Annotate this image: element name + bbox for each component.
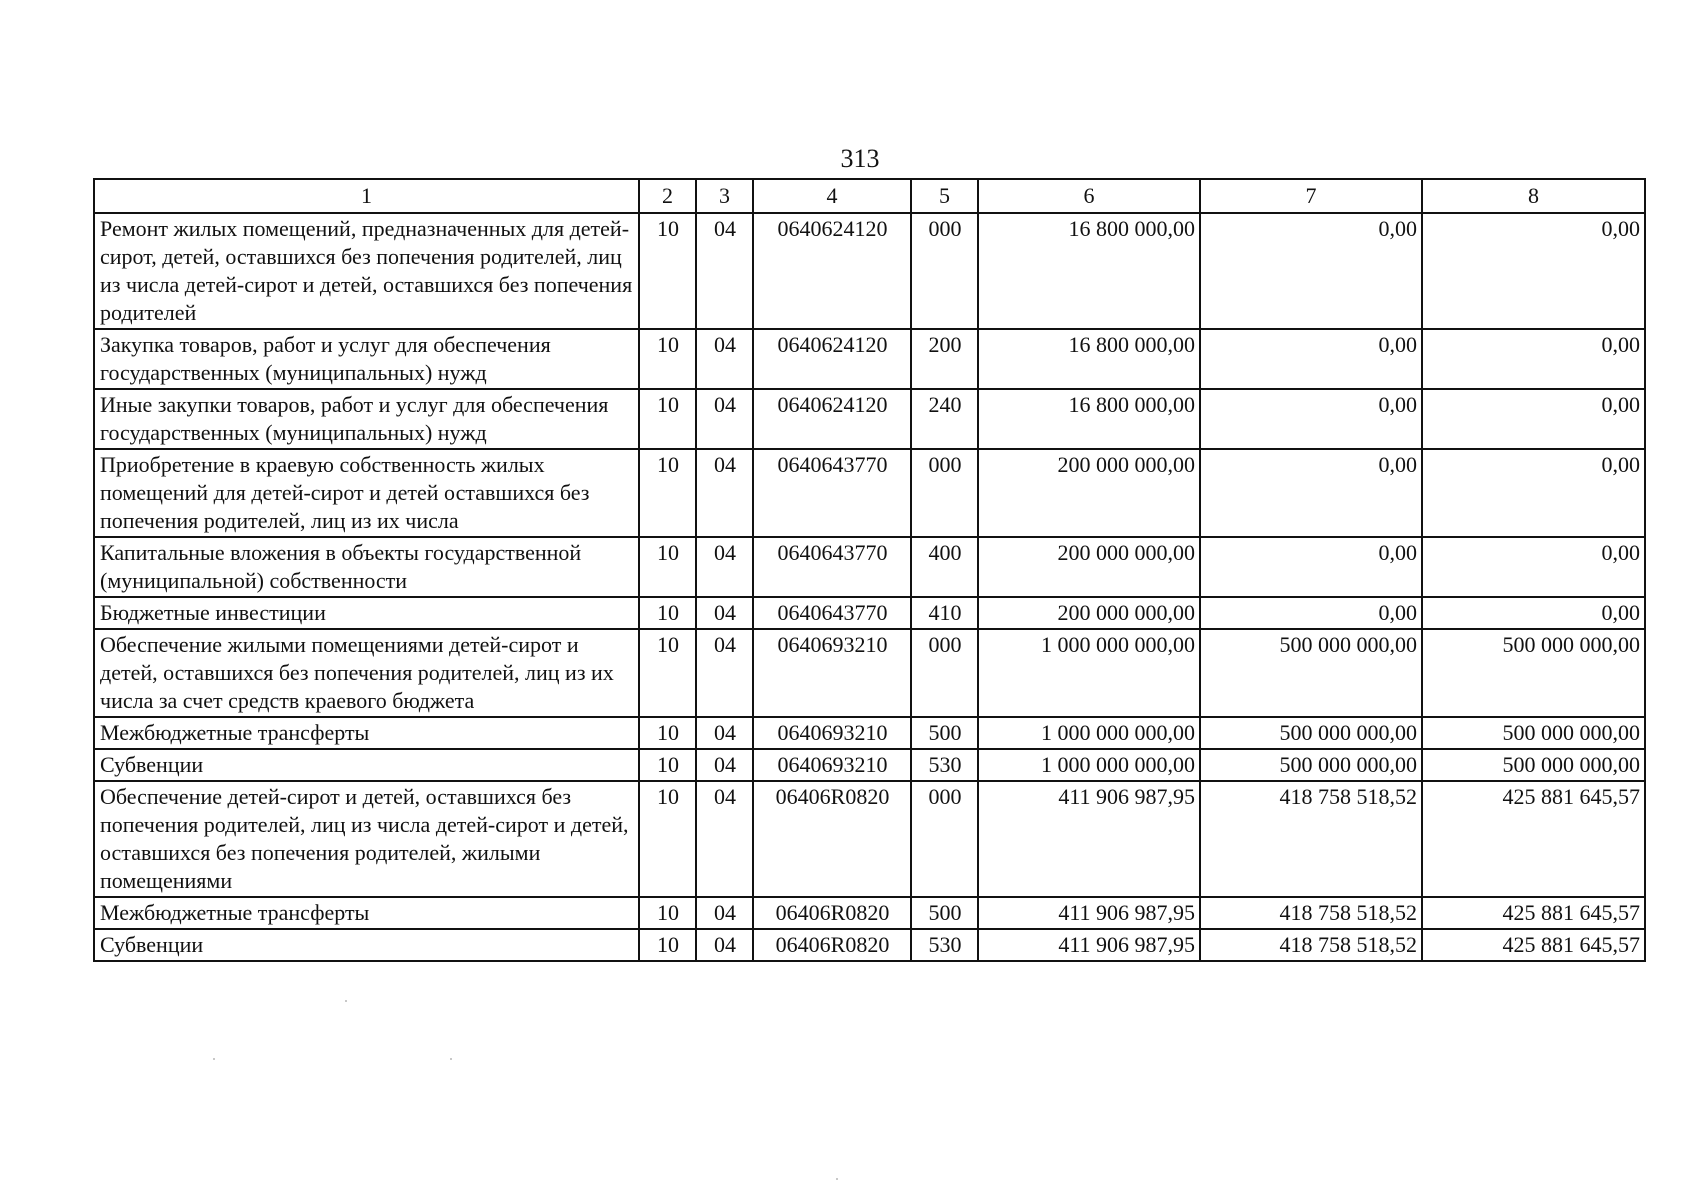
row-amount-6: 16 800 000,00: [978, 329, 1200, 389]
row-amount-8: 0,00: [1422, 537, 1645, 597]
row-name: Закупка товаров, работ и услуг для обеспечения государственных (муниципальных) нужд: [94, 329, 639, 389]
row-name: Межбюджетные трансферты: [94, 897, 639, 929]
row-amount-8: 500 000 000,00: [1422, 717, 1645, 749]
row-subsection: 04: [696, 629, 753, 717]
header-cell-8: 8: [1422, 179, 1645, 213]
row-section: 10: [639, 537, 696, 597]
row-amount-7: 0,00: [1200, 449, 1422, 537]
row-subsection: 04: [696, 449, 753, 537]
row-amount-6: 200 000 000,00: [978, 597, 1200, 629]
row-amount-7: 418 758 518,52: [1200, 781, 1422, 897]
row-expense-type: 500: [911, 717, 978, 749]
row-name: Субвенции: [94, 749, 639, 781]
row-amount-7: 0,00: [1200, 597, 1422, 629]
row-section: 10: [639, 749, 696, 781]
row-target-article: 0640624120: [753, 329, 911, 389]
row-expense-type: 410: [911, 597, 978, 629]
row-expense-type: 000: [911, 629, 978, 717]
row-amount-7: 500 000 000,00: [1200, 629, 1422, 717]
row-name: Субвенции: [94, 929, 639, 961]
row-target-article: 0640693210: [753, 629, 911, 717]
row-name: Межбюджетные трансферты: [94, 717, 639, 749]
row-amount-6: 1 000 000 000,00: [978, 717, 1200, 749]
row-section: 10: [639, 449, 696, 537]
row-expense-type: 000: [911, 449, 978, 537]
row-name: Обеспечение детей-сирот и детей, оставшихся без попечения родителей, лиц из числа детей-сирот и детей, оставшихся без попечения родителей, жилыми помещениями: [94, 781, 639, 897]
table-row: [94, 749, 1645, 781]
budget-table: [93, 178, 1646, 962]
header-cell-4: 4: [753, 179, 911, 213]
row-subsection: 04: [696, 537, 753, 597]
row-amount-6: 16 800 000,00: [978, 389, 1200, 449]
row-target-article: 0640624120: [753, 389, 911, 449]
row-expense-type: 500: [911, 897, 978, 929]
row-amount-7: 0,00: [1200, 537, 1422, 597]
row-amount-6: 1 000 000 000,00: [978, 749, 1200, 781]
table-row: [94, 597, 1645, 629]
row-subsection: 04: [696, 597, 753, 629]
row-amount-6: 1 000 000 000,00: [978, 629, 1200, 717]
row-subsection: 04: [696, 929, 753, 961]
table-row: [94, 929, 1645, 961]
row-section: 10: [639, 629, 696, 717]
page-number: 313: [840, 144, 880, 173]
row-expense-type: 530: [911, 929, 978, 961]
table-row: [94, 781, 1645, 897]
row-section: 10: [639, 389, 696, 449]
table-row: [94, 389, 1645, 449]
row-expense-type: 240: [911, 389, 978, 449]
row-expense-type: 000: [911, 213, 978, 329]
row-amount-8: 425 881 645,57: [1422, 897, 1645, 929]
header-cell-1: 1: [94, 179, 639, 213]
row-name: Приобретение в краевую собственность жилых помещений для детей-сирот и детей оставшихся без попечения родителей, лиц из их числа: [94, 449, 639, 537]
row-amount-8: 0,00: [1422, 597, 1645, 629]
row-amount-7: 500 000 000,00: [1200, 749, 1422, 781]
row-subsection: 04: [696, 389, 753, 449]
table-row: [94, 629, 1645, 717]
row-name: Обеспечение жилыми помещениями детей-сирот и детей, оставшихся без попечения родителей, лиц из их числа за счет средств краевого бюджета: [94, 629, 639, 717]
row-amount-8: 0,00: [1422, 389, 1645, 449]
row-expense-type: 530: [911, 749, 978, 781]
table-row: [94, 449, 1645, 537]
row-amount-7: 418 758 518,52: [1200, 929, 1422, 961]
row-amount-7: 0,00: [1200, 389, 1422, 449]
row-amount-6: 411 906 987,95: [978, 897, 1200, 929]
row-amount-8: 0,00: [1422, 329, 1645, 389]
row-amount-7: 0,00: [1200, 213, 1422, 329]
header-cell-5: 5: [911, 179, 978, 213]
row-amount-7: 418 758 518,52: [1200, 897, 1422, 929]
table-row: [94, 897, 1645, 929]
row-amount-8: 500 000 000,00: [1422, 629, 1645, 717]
scan-speck: [836, 1178, 838, 1180]
row-section: 10: [639, 897, 696, 929]
row-amount-7: 500 000 000,00: [1200, 717, 1422, 749]
header-cell-3: 3: [696, 179, 753, 213]
row-subsection: 04: [696, 897, 753, 929]
table-body: [94, 213, 1645, 961]
row-amount-8: 0,00: [1422, 449, 1645, 537]
row-expense-type: 200: [911, 329, 978, 389]
table-row: [94, 329, 1645, 389]
row-subsection: 04: [696, 717, 753, 749]
table-row: [94, 537, 1645, 597]
row-name: Бюджетные инвестиции: [94, 597, 639, 629]
row-expense-type: 000: [911, 781, 978, 897]
table-row: [94, 717, 1645, 749]
row-target-article: 0640643770: [753, 537, 911, 597]
row-section: 10: [639, 597, 696, 629]
header-cell-2: 2: [639, 179, 696, 213]
row-target-article: 06406R0820: [753, 929, 911, 961]
scan-speck: [450, 1058, 452, 1060]
scan-speck: [213, 1058, 215, 1060]
row-section: 10: [639, 929, 696, 961]
row-subsection: 04: [696, 329, 753, 389]
header-cell-7: 7: [1200, 179, 1422, 213]
row-amount-6: 200 000 000,00: [978, 449, 1200, 537]
row-target-article: 0640693210: [753, 717, 911, 749]
row-amount-8: 500 000 000,00: [1422, 749, 1645, 781]
row-section: 10: [639, 213, 696, 329]
row-target-article: 06406R0820: [753, 897, 911, 929]
row-amount-8: 425 881 645,57: [1422, 781, 1645, 897]
row-target-article: 06406R0820: [753, 781, 911, 897]
row-amount-8: 425 881 645,57: [1422, 929, 1645, 961]
row-subsection: 04: [696, 749, 753, 781]
row-subsection: 04: [696, 781, 753, 897]
row-name: Ремонт жилых помещений, предназначенных для детей-сирот, детей, оставшихся без попечения родителей, лиц из числа детей-сирот и детей, оставшихся без попечения родителей: [94, 213, 639, 329]
row-amount-8: 0,00: [1422, 213, 1645, 329]
row-section: 10: [639, 717, 696, 749]
header-cell-6: 6: [978, 179, 1200, 213]
row-amount-6: 200 000 000,00: [978, 537, 1200, 597]
row-target-article: 0640643770: [753, 597, 911, 629]
row-amount-6: 411 906 987,95: [978, 929, 1200, 961]
row-amount-6: 16 800 000,00: [978, 213, 1200, 329]
row-name: Капитальные вложения в объекты государственной (муниципальной) собственности: [94, 537, 639, 597]
row-name: Иные закупки товаров, работ и услуг для обеспечения государственных (муниципальных) нужд: [94, 389, 639, 449]
row-expense-type: 400: [911, 537, 978, 597]
row-target-article: 0640643770: [753, 449, 911, 537]
row-section: 10: [639, 781, 696, 897]
row-target-article: 0640693210: [753, 749, 911, 781]
row-subsection: 04: [696, 213, 753, 329]
row-target-article: 0640624120: [753, 213, 911, 329]
row-section: 10: [639, 329, 696, 389]
scan-speck: [345, 1000, 347, 1002]
row-amount-6: 411 906 987,95: [978, 781, 1200, 897]
table-row: [94, 213, 1645, 329]
header-row: [94, 179, 1645, 213]
row-amount-7: 0,00: [1200, 329, 1422, 389]
